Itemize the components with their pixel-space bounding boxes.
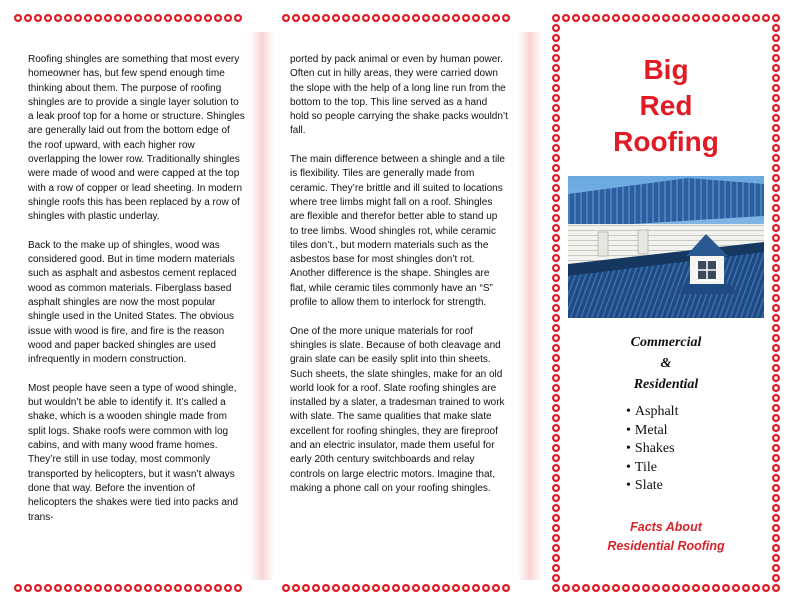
bead-ornament [672,14,680,22]
bead-ornament [772,374,780,382]
bead-ornament [552,374,560,382]
bead-ornament [204,14,212,22]
bead-ornament [54,14,62,22]
bead-ornament [662,584,670,592]
bead-ornament [682,14,690,22]
paragraph: ported by pack animal or even by human power. Often cut in hilly areas, they were carried down the slope with the help of a long line run from the bottom to the top. This line served as a hand hold so people carrying the shake packs wouldn’t fall. [290,54,508,137]
bead-ornament [432,14,440,22]
paragraph: One of the more unique materials for roof shingles is slate. Because of both cleavage and grain slate can be easily split into thin sheets. Such sheets, the slate shingles, make for an old world look for a roof. Slate roofing shingles are installed by a slater, a tradesman trained to work with slate. The same qualities that make slate excellent for roofing shingles, they are fireproof and an electric insulator, made them useful for early 20th century switchboards and relay controls on large electric motors. Imagine that, making a phone call on your roofing shingles. [290,325,505,494]
bead-ornament [692,584,700,592]
bead-ornament [104,14,112,22]
bead-ornament [552,474,560,482]
bead-ornament [772,554,780,562]
bead-ornament [552,164,560,172]
bead-ornament [772,504,780,512]
bead-ornament [692,14,700,22]
bead-ornament [772,174,780,182]
bead-ornament [552,34,560,42]
bead-ornament [164,14,172,22]
bead-ornament [742,14,750,22]
bead-ornament [762,584,770,592]
bead-border-top-left [14,14,242,22]
bead-ornament [204,584,212,592]
bead-ornament [772,314,780,322]
bead-ornament [602,14,610,22]
bead-ornament [772,264,780,272]
bead-ornament [772,224,780,232]
bead-ornament [224,14,232,22]
bead-ornament [772,124,780,132]
bead-ornament [772,74,780,82]
bead-ornament [184,14,192,22]
bead-ornament [502,584,510,592]
bead-ornament [552,184,560,192]
bead-ornament [154,584,162,592]
bead-ornament [552,344,560,352]
bead-ornament [14,584,22,592]
bead-ornament [44,584,52,592]
bead-ornament [552,414,560,422]
bead-ornament [772,94,780,102]
bead-ornament [552,204,560,212]
bead-ornament [552,294,560,302]
bead-ornament [472,584,480,592]
bead-ornament [772,324,780,332]
bead-ornament [134,584,142,592]
bead-ornament [722,14,730,22]
bead-ornament [552,544,560,552]
bead-ornament [552,174,560,182]
bead-ornament [772,24,780,32]
bead-ornament [552,234,560,242]
bead-frame-left [552,24,560,582]
bead-ornament [312,584,320,592]
bead-ornament [362,14,370,22]
bead-ornament [602,584,610,592]
bead-ornament [772,404,780,412]
bead-ornament [312,14,320,22]
bead-ornament [214,584,222,592]
tagline-line: & [660,356,672,371]
bead-ornament [642,14,650,22]
bead-ornament [722,584,730,592]
bead-ornament [552,424,560,432]
bead-ornament [392,584,400,592]
bead-ornament [632,14,640,22]
bead-ornament [342,14,350,22]
bead-ornament [402,14,410,22]
services-list [626,403,678,496]
bead-ornament [372,584,380,592]
bead-ornament [94,584,102,592]
title-line: Roofing [613,126,719,157]
bead-ornament [194,584,202,592]
bead-ornament [174,584,182,592]
bead-ornament [24,14,32,22]
bead-ornament [224,584,232,592]
bead-ornament [772,494,780,502]
paragraph: Roofing shingles are something that most every homeowner has, but few spend enough time thinking about them. The purpose of roofing shingles are to provide a single layer solution to a leak proof top for a home or structure. Shingles are generally laid out from the bottom edge of the roof upward, with each higher row overlapping the lower row. Traditionally shingles were made of wood and were capped at the top with a row of copper or lead sheeting. In modern shingle roofs this has been replaced by a row of shingles with plastic underlay. [28,54,245,223]
bead-ornament [372,14,380,22]
bead-ornament [592,14,600,22]
bead-ornament [562,584,570,592]
paragraph: The main difference between a shingle and a tile is flexibility. Tiles are generally made from ceramic. They’re brittle and ill suited to locations where tree limbs might fall on a roof. Shingles are flexible and therefor better able to stand up to tree limbs. Wood shingles rot, while ceramic tiles don’t., but modern materials such as the asbestos base for most shingles don’t rot. Another difference is the shape. Shingles are flat, while ceramic tiles commonly have an “S” profile to allow them to interlock for strength. [290,154,505,309]
bead-ornament [772,164,780,172]
bead-ornament [772,454,780,462]
bead-ornament [482,14,490,22]
bead-ornament [622,584,630,592]
brochure-title [568,52,764,160]
bead-ornament [552,324,560,332]
bead-ornament [772,514,780,522]
bead-ornament [572,584,580,592]
bead-ornament [772,544,780,552]
bead-ornament [552,434,560,442]
bead-ornament [332,14,340,22]
list-item: • Tile [626,459,678,478]
bead-ornament [144,14,152,22]
bead-ornament [552,154,560,162]
paragraph: Most people have seen a type of wood shingle, but wouldn’t be able to identify it. It’s called a shake, which is a wooden shingle made from split logs. Shake roofs were common with log cabins, and with many wood frame homes. They’re still in use today, most commonly transported by helicopters, but it wasn’t always done that way. Before the invention of helicopters the shakes were tied into packs and trans- [28,382,239,523]
bead-ornament [772,384,780,392]
bead-ornament [772,184,780,192]
bead-ornament [552,84,560,92]
bead-ornament [652,14,660,22]
bead-ornament [772,14,780,22]
bead-ornament [632,584,640,592]
bead-ornament [174,14,182,22]
bead-ornament [552,244,560,252]
bead-ornament [14,14,22,22]
bead-ornament [34,14,42,22]
bead-ornament [772,134,780,142]
bead-ornament [652,584,660,592]
bead-ornament [282,14,290,22]
bead-ornament [322,584,330,592]
bead-ornament [552,144,560,152]
facts-line: Facts About [630,520,702,534]
bead-ornament [432,584,440,592]
bead-ornament [552,214,560,222]
bead-ornament [44,14,52,22]
bead-ornament [752,14,760,22]
bead-ornament [552,194,560,202]
bead-ornament [552,44,560,52]
bead-ornament [184,584,192,592]
bead-ornament [552,304,560,312]
facts-caption [568,518,764,556]
tagline-line: Commercial [630,335,702,350]
bead-ornament [392,14,400,22]
bead-ornament [552,14,560,22]
bead-ornament [772,294,780,302]
bead-ornament [772,284,780,292]
bead-ornament [712,14,720,22]
bead-ornament [64,584,72,592]
bead-ornament [772,534,780,542]
title-line: Red [639,90,693,121]
bead-ornament [84,584,92,592]
bead-ornament [772,274,780,282]
bead-ornament [552,584,560,592]
title-line: Big [643,54,689,85]
bead-ornament [552,24,560,32]
bead-ornament [712,584,720,592]
bead-ornament [472,14,480,22]
bead-ornament [612,14,620,22]
bead-ornament [772,434,780,442]
bead-ornament [552,314,560,322]
bead-ornament [772,474,780,482]
bead-ornament [54,584,62,592]
bead-ornament [402,584,410,592]
bead-ornament [362,584,370,592]
bead-ornament [552,484,560,492]
bead-ornament [124,584,132,592]
bead-ornament [552,514,560,522]
bead-border-bottom-middle [282,584,510,592]
bead-ornament [572,14,580,22]
bead-ornament [772,254,780,262]
bead-ornament [772,344,780,352]
facts-line: Residential Roofing [607,539,725,553]
bead-ornament [552,94,560,102]
bead-ornament [552,134,560,142]
bead-ornament [772,524,780,532]
bead-ornament [772,444,780,452]
bead-ornament [702,14,710,22]
bead-ornament [302,584,310,592]
bead-ornament [772,484,780,492]
bead-ornament [382,584,390,592]
bead-ornament [492,14,500,22]
bead-ornament [772,144,780,152]
tagline-line: Residential [633,377,699,392]
bead-ornament [154,14,162,22]
bead-ornament [24,584,32,592]
bead-ornament [332,584,340,592]
bead-ornament [772,334,780,342]
list-item: • Shakes [626,440,678,459]
text-column-middle [290,53,508,511]
bead-ornament [622,14,630,22]
bead-ornament [552,54,560,62]
bead-ornament [772,64,780,72]
bead-ornament [194,14,202,22]
bead-ornament [772,44,780,52]
bead-ornament [322,14,330,22]
bead-ornament [562,14,570,22]
bead-ornament [772,304,780,312]
bead-ornament [772,114,780,122]
bead-ornament [164,584,172,592]
bead-ornament [772,34,780,42]
bead-ornament [772,204,780,212]
bead-ornament [452,14,460,22]
bead-ornament [442,14,450,22]
bead-ornament [752,584,760,592]
bead-ornament [114,14,122,22]
bead-ornament [552,494,560,502]
bead-ornament [552,384,560,392]
bead-ornament [552,104,560,112]
bead-ornament [292,584,300,592]
bead-ornament [552,464,560,472]
bead-ornament [552,114,560,122]
bead-ornament [552,254,560,262]
list-item: • Asphalt [626,403,678,422]
bead-ornament [582,14,590,22]
bead-ornament [302,14,310,22]
bead-ornament [292,14,300,22]
list-item: • Slate [626,477,678,496]
bead-frame-bottom [552,584,780,592]
bead-ornament [772,214,780,222]
bead-ornament [772,194,780,202]
bead-ornament [552,224,560,232]
bead-ornament [552,284,560,292]
bead-frame-right [772,24,780,582]
bead-ornament [462,584,470,592]
bead-ornament [552,354,560,362]
bead-ornament [552,574,560,582]
bead-ornament [382,14,390,22]
bead-ornament [74,584,82,592]
bead-ornament [412,14,420,22]
fold-shadow-left [250,32,274,580]
list-item: • Metal [626,422,678,441]
bead-ornament [64,14,72,22]
bead-ornament [552,64,560,72]
tagline [568,332,764,395]
bead-ornament [34,584,42,592]
bead-ornament [462,14,470,22]
bead-ornament [762,14,770,22]
bead-ornament [772,414,780,422]
bead-ornament [732,14,740,22]
bead-frame-top [552,14,780,22]
bead-ornament [772,564,780,572]
bead-ornament [612,584,620,592]
text-column-left [28,53,246,539]
paragraph: Back to the make up of shingles, wood was considered good. But in time modern materials such as asphalt and asbestos cement replaced wood as common materials. Fiberglass based asphalt shingles are now the most popular shingle used in the United States. The obvious issue with wood is fire, and fire is the reason wood and paper backed shingles are used infrequently in modern construction. [28,239,237,366]
bead-ornament [552,264,560,272]
bead-ornament [234,584,242,592]
bead-ornament [282,584,290,592]
bead-ornament [642,584,650,592]
bead-ornament [412,584,420,592]
bead-ornament [214,14,222,22]
bead-ornament [144,584,152,592]
bead-ornament [662,14,670,22]
bead-ornament [772,354,780,362]
bead-border-bottom-left [14,584,242,592]
bead-ornament [772,234,780,242]
bead-ornament [552,124,560,132]
bead-ornament [492,584,500,592]
bead-ornament [772,54,780,62]
bead-border-top-middle [282,14,510,22]
bead-ornament [772,574,780,582]
bead-ornament [592,584,600,592]
roof-photo [568,176,764,318]
bead-ornament [582,584,590,592]
bead-ornament [552,334,560,342]
bead-ornament [772,244,780,252]
bead-ornament [552,404,560,412]
bead-ornament [422,14,430,22]
bead-ornament [552,444,560,452]
bead-ornament [552,534,560,542]
bead-ornament [552,554,560,562]
bead-ornament [772,464,780,472]
bead-ornament [552,74,560,82]
bead-ornament [352,584,360,592]
bead-ornament [134,14,142,22]
bead-ornament [552,564,560,572]
bead-ornament [772,584,780,592]
bead-ornament [452,584,460,592]
bead-ornament [502,14,510,22]
bead-ornament [342,584,350,592]
bead-ornament [234,14,242,22]
bead-ornament [742,584,750,592]
bead-ornament [94,14,102,22]
bead-ornament [702,584,710,592]
bead-ornament [552,274,560,282]
bead-ornament [104,584,112,592]
bead-ornament [552,524,560,532]
fold-shadow-right [518,32,542,580]
bead-ornament [422,584,430,592]
bead-ornament [552,394,560,402]
bead-ornament [772,104,780,112]
bead-ornament [84,14,92,22]
bead-ornament [442,584,450,592]
bead-ornament [682,584,690,592]
bead-ornament [772,154,780,162]
bead-ornament [772,394,780,402]
bead-ornament [552,364,560,372]
bead-ornament [772,424,780,432]
bead-ornament [552,454,560,462]
bead-ornament [772,84,780,92]
bead-ornament [74,14,82,22]
bead-ornament [124,14,132,22]
bead-ornament [772,364,780,372]
bead-ornament [352,14,360,22]
bead-ornament [552,504,560,512]
bead-ornament [482,584,490,592]
bead-ornament [672,584,680,592]
bead-ornament [732,584,740,592]
bead-ornament [114,584,122,592]
